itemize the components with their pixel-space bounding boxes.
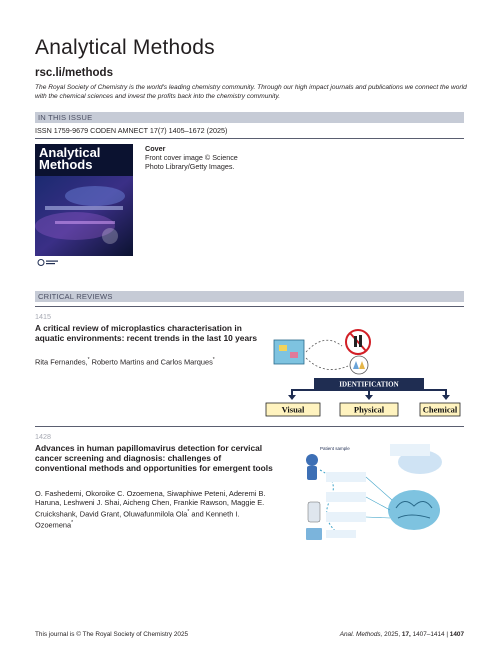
divider — [35, 426, 464, 427]
divider — [35, 306, 464, 307]
divider — [35, 138, 464, 139]
cover-title — [39, 147, 109, 170]
cover-credit: Front cover image © Science Photo Library/Getty Images. — [145, 153, 238, 171]
footer-citation — [340, 631, 464, 638]
rsc-logo-icon — [35, 256, 133, 269]
article-authors: O. Fashedemi, Okoroike C. Ozoemena, Siwaphiwe Peteni, Aderemi B. Haruna, Leshweni J. Shai, Aicheng Chen, Frankie Rawson, Maggie E. Cruickshank, David Grant, Oluwafunmilola Ola* and Kenneth I. Ozoemena* — [35, 489, 266, 530]
article-authors: Rita Fernandes,* Roberto Martins and Carlos Marques* — [35, 357, 215, 367]
patient-sample-label: Patient sample — [320, 446, 350, 451]
cover-title-line-1: Analytical — [39, 145, 101, 160]
section-critical-reviews: CRITICAL REVIEWS — [35, 291, 464, 302]
cover-thumbnail[interactable] — [35, 144, 133, 269]
cover-artwork — [35, 176, 133, 256]
identification-banner: IDENTIFICATION — [339, 380, 399, 389]
issn-line: ISSN 1759-9679 CODEN AMNECT 17(7) 1405–1672 (2025) — [35, 126, 228, 135]
section-in-this-issue: IN THIS ISSUE — [35, 112, 464, 123]
cover-footer — [35, 256, 133, 269]
box-physical: Physical — [353, 404, 385, 415]
footer-volume: 17, — [401, 631, 411, 638]
box-visual: Visual — [281, 404, 305, 415]
article-title[interactable]: Advances in human papillomavirus detection for cervical cancer screening and diagnosis: challenges of conventional methods and opportunities for emergent tools — [35, 443, 273, 473]
box-chemical: Chemical — [422, 404, 458, 415]
cover-title-line-2: Methods — [39, 156, 93, 172]
footer-year: 2025, — [382, 631, 402, 638]
footer-copyright: This journal is © The Royal Society of Chemistry 2025 — [35, 631, 189, 638]
article-page-number: 1415 — [35, 312, 51, 321]
article-graphic-microplastics — [262, 322, 462, 418]
journal-title: Analytical Methods — [35, 36, 215, 59]
footer-pages: 1407–1414 | — [410, 631, 450, 638]
journal-blurb: The Royal Society of Chemistry is the world's leading chemistry community. Through our high impact journals and publications we connect the world with the chemical sciences and invest the profits back into the chemistry community. — [35, 84, 467, 100]
article-title[interactable]: A critical review of microplastics characterisation in aquatic environments: recent trends in the last 10 years — [35, 323, 258, 343]
journal-url[interactable]: rsc.li/methods — [35, 67, 113, 79]
cover-label: Cover — [145, 144, 166, 153]
article-page-number: 1428 — [35, 432, 51, 441]
footer-journal-abbr: Anal. Methods, — [339, 631, 383, 638]
footer-page-number: 1407 — [449, 631, 464, 638]
article-graphic-hpv-detection — [300, 440, 458, 550]
